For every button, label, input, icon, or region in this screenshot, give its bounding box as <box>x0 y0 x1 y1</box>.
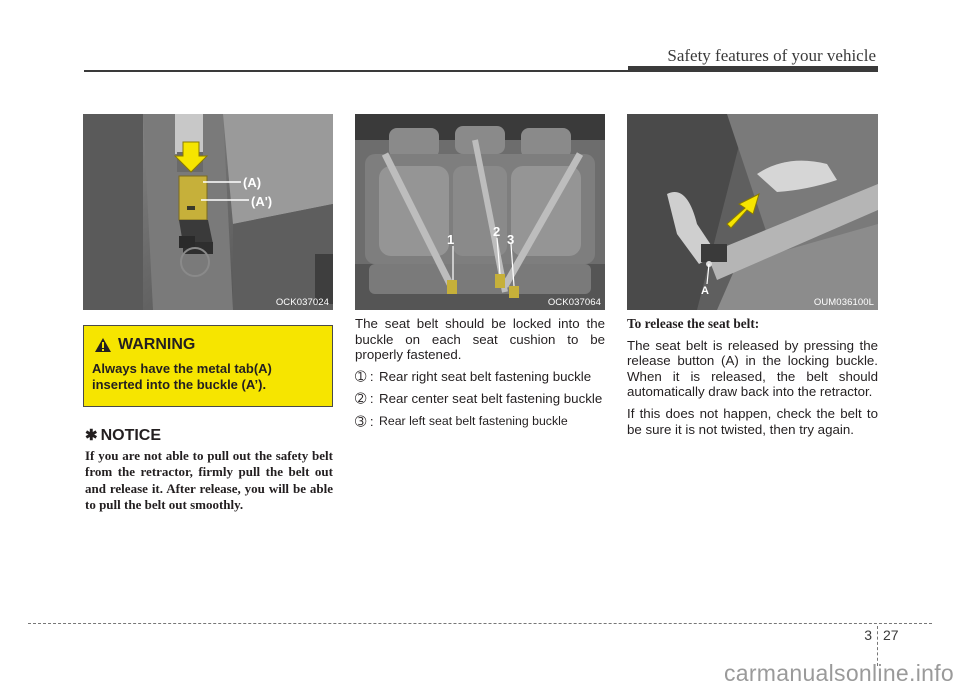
warning-box <box>83 325 333 407</box>
list-item <box>355 369 605 385</box>
watermark: carmanualsonline.info <box>723 660 954 686</box>
label-3: 3 <box>507 232 515 247</box>
notice-title: NOTICE <box>100 427 162 444</box>
list-item-number: ➀ : <box>355 368 374 384</box>
list-item <box>355 391 605 407</box>
asterisk-icon: ✱ <box>85 427 98 444</box>
list-item-number: ➁ : <box>355 391 374 407</box>
label-a-prime: (A') <box>251 194 273 209</box>
middle-intro: The seat belt should be locked into the buckle on each seat cushion to be properly fastened. <box>355 316 605 363</box>
warning-text: Always have the metal tab(A) inserted into the buckle (A’). <box>92 361 272 392</box>
photo-rear-seat-buckles <box>355 114 605 310</box>
photo-code-left: OCK037024 <box>275 297 329 308</box>
warning-triangle-icon <box>94 337 112 353</box>
list-item-text: Rear left seat belt fastening buckle <box>379 413 568 428</box>
list-item-number: ➂ : <box>355 413 374 429</box>
label-1: 1 <box>447 232 455 247</box>
list-item-text: Rear center seat belt fastening buckle <box>379 391 603 407</box>
page-header-title: Safety features of your vehicle <box>667 46 876 65</box>
photo-code-right: OUM036100L <box>813 297 874 308</box>
page-number: 27 <box>883 627 899 643</box>
page-chapter: 3 <box>864 627 872 643</box>
list-item <box>355 414 605 430</box>
release-subheading: To release the seat belt: <box>627 316 760 331</box>
photo-code-middle: OCK037064 <box>547 297 601 308</box>
header-rule-accent <box>628 66 878 72</box>
middle-column <box>355 316 605 437</box>
notice-text: If you are not able to pull out the safety belt from the retractor, firmly pull the belt out and release it. After release, you will be able to pull the belt out smoothly. <box>85 448 333 513</box>
footer-rule <box>28 623 932 624</box>
photo-release-belt <box>627 114 878 310</box>
warning-title: WARNING <box>118 336 196 353</box>
notice-heading <box>85 426 161 445</box>
release-paragraph-1: The seat belt is released by pressing the release button (A) in the locking buckle. When it is released, the belt should automatically draw back into the retractor. <box>627 337 878 400</box>
label-a: (A) <box>243 175 262 190</box>
release-paragraph-2: If this does not happen, check the belt to be sure it is not twisted, then try again. <box>627 405 878 437</box>
label-2: 2 <box>493 224 501 239</box>
list-item-text: Rear right seat belt fastening buckle <box>379 368 592 384</box>
photo-belt-height-buckle <box>83 114 333 310</box>
right-column <box>627 316 878 443</box>
label-a-release: A <box>701 285 709 297</box>
